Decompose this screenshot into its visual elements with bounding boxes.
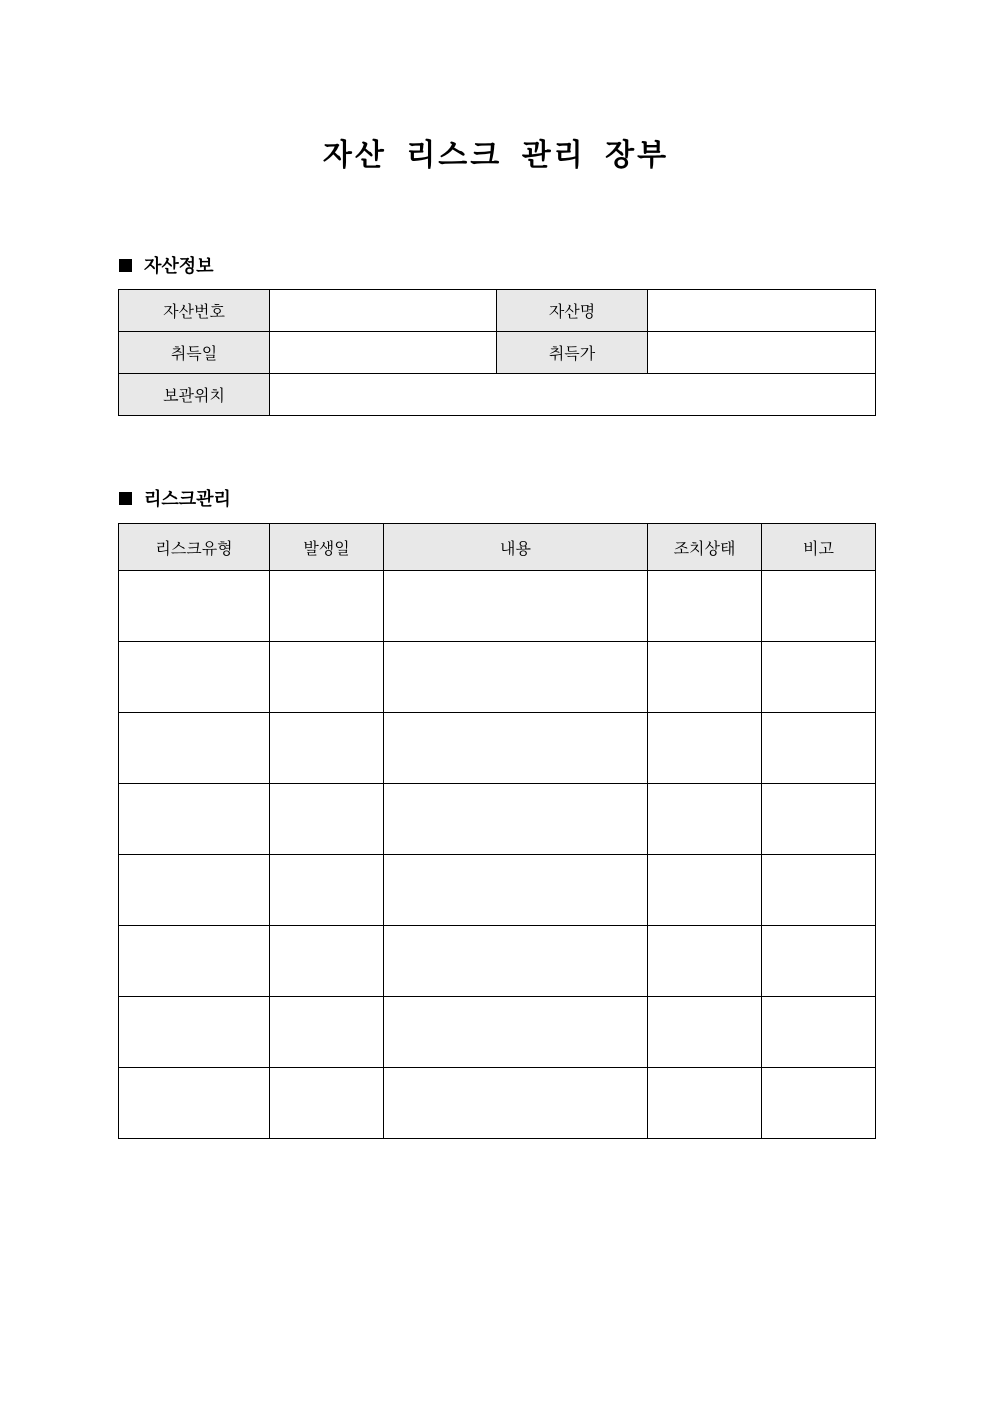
column-header-risk-type: 리스크유형 bbox=[119, 524, 270, 571]
action-status-cell[interactable] bbox=[648, 784, 762, 855]
action-status-cell[interactable] bbox=[648, 713, 762, 784]
asset-info-table bbox=[118, 289, 876, 416]
action-status-cell[interactable] bbox=[648, 855, 762, 926]
column-header-content: 내용 bbox=[384, 524, 648, 571]
content-cell[interactable] bbox=[384, 997, 648, 1068]
risk-type-cell[interactable] bbox=[119, 1068, 270, 1139]
occurrence-date-cell[interactable] bbox=[270, 713, 384, 784]
remarks-cell[interactable] bbox=[762, 784, 876, 855]
remarks-cell[interactable] bbox=[762, 997, 876, 1068]
asset-info-row bbox=[119, 332, 876, 374]
column-header-occurrence-date: 발생일 bbox=[270, 524, 384, 571]
risk-type-cell[interactable] bbox=[119, 784, 270, 855]
table-row bbox=[119, 997, 876, 1068]
asset-info-row bbox=[119, 290, 876, 332]
table-row bbox=[119, 926, 876, 997]
content-cell[interactable] bbox=[384, 1068, 648, 1139]
remarks-cell[interactable] bbox=[762, 713, 876, 784]
acquisition-date-field[interactable] bbox=[270, 332, 497, 374]
square-bullet-icon bbox=[119, 259, 132, 272]
asset-number-field[interactable] bbox=[270, 290, 497, 332]
risk-type-cell[interactable] bbox=[119, 713, 270, 784]
remarks-cell[interactable] bbox=[762, 571, 876, 642]
risk-type-cell[interactable] bbox=[119, 855, 270, 926]
asset-name-label: 자산명 bbox=[497, 290, 648, 332]
column-header-remarks: 비고 bbox=[762, 524, 876, 571]
remarks-cell[interactable] bbox=[762, 642, 876, 713]
action-status-cell[interactable] bbox=[648, 1068, 762, 1139]
asset-number-label: 자산번호 bbox=[119, 290, 270, 332]
asset-name-field[interactable] bbox=[648, 290, 876, 332]
storage-location-label: 보관위치 bbox=[119, 374, 270, 416]
action-status-cell[interactable] bbox=[648, 926, 762, 997]
table-row bbox=[119, 784, 876, 855]
column-header-action-status: 조치상태 bbox=[648, 524, 762, 571]
occurrence-date-cell[interactable] bbox=[270, 997, 384, 1068]
risk-type-cell[interactable] bbox=[119, 926, 270, 997]
risk-type-cell[interactable] bbox=[119, 571, 270, 642]
action-status-cell[interactable] bbox=[648, 997, 762, 1068]
asset-info-heading-label: 자산정보 bbox=[144, 256, 214, 277]
action-status-cell[interactable] bbox=[648, 642, 762, 713]
content-cell[interactable] bbox=[384, 571, 648, 642]
table-row bbox=[119, 713, 876, 784]
square-bullet-icon bbox=[119, 492, 132, 505]
risk-management-table bbox=[118, 523, 876, 1139]
storage-location-field[interactable] bbox=[270, 374, 876, 416]
table-row bbox=[119, 855, 876, 926]
acquisition-date-label: 취득일 bbox=[119, 332, 270, 374]
risk-type-cell[interactable] bbox=[119, 642, 270, 713]
content-cell[interactable] bbox=[384, 713, 648, 784]
content-cell[interactable] bbox=[384, 784, 648, 855]
content-cell[interactable] bbox=[384, 855, 648, 926]
remarks-cell[interactable] bbox=[762, 855, 876, 926]
acquisition-price-field[interactable] bbox=[648, 332, 876, 374]
occurrence-date-cell[interactable] bbox=[270, 1068, 384, 1139]
remarks-cell[interactable] bbox=[762, 1068, 876, 1139]
asset-info-heading bbox=[119, 253, 214, 277]
occurrence-date-cell[interactable] bbox=[270, 926, 384, 997]
risk-table-header-row bbox=[119, 524, 876, 571]
table-row bbox=[119, 642, 876, 713]
table-row bbox=[119, 571, 876, 642]
table-row bbox=[119, 1068, 876, 1139]
remarks-cell[interactable] bbox=[762, 926, 876, 997]
occurrence-date-cell[interactable] bbox=[270, 642, 384, 713]
document-title: 자산 리스크 관리 장부 bbox=[322, 138, 670, 173]
risk-management-heading bbox=[119, 486, 231, 510]
asset-info-row bbox=[119, 374, 876, 416]
occurrence-date-cell[interactable] bbox=[270, 855, 384, 926]
occurrence-date-cell[interactable] bbox=[270, 784, 384, 855]
action-status-cell[interactable] bbox=[648, 571, 762, 642]
acquisition-price-label: 취득가 bbox=[497, 332, 648, 374]
content-cell[interactable] bbox=[384, 642, 648, 713]
risk-management-heading-label: 리스크관리 bbox=[144, 489, 231, 510]
risk-type-cell[interactable] bbox=[119, 997, 270, 1068]
occurrence-date-cell[interactable] bbox=[270, 571, 384, 642]
content-cell[interactable] bbox=[384, 926, 648, 997]
